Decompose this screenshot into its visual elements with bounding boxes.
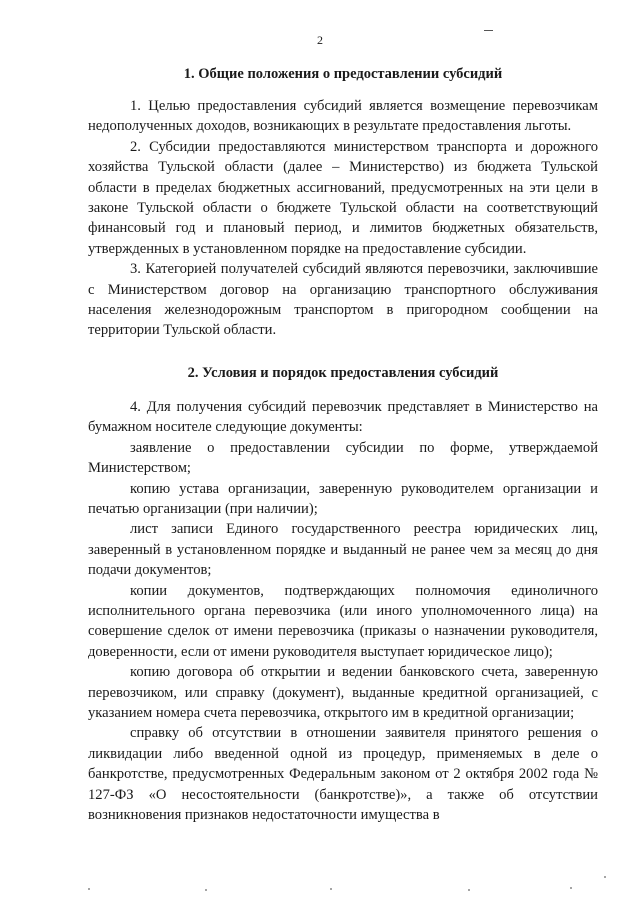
scan-speck (604, 876, 606, 878)
scan-speck (88, 888, 90, 890)
paragraph: копию договора об открытии и ведении банковского счета, заверенную перевозчиком, или справку (документ), выданные кредитной организацией, с указанием номера счета перевозчика, открытого им в кредитной организации; (88, 664, 598, 721)
scan-speck (205, 889, 207, 891)
scan-speck (330, 888, 332, 890)
paragraph: заявление о предоставлении субсидии по форме, утверждаемой Министерством; (88, 439, 598, 477)
paragraph: копии документов, подтверждающих полномочия единоличного исполнительного органа перевозчика (или иного уполномоченного лица) на совершение сделок от имени перевозчика (приказы о назначении руководителя, доверенности, если от имени руководителя выступает юридическое лицо); (88, 582, 598, 660)
paragraph: копию устава организации, заверенную руководителем организации и печатью организации (при наличии); (88, 480, 598, 517)
document-body (88, 64, 598, 825)
scan-speck (570, 887, 572, 889)
paragraph: 1. Целью предоставления субсидий является возмещение перевозчикам недополученных доходов, возникающих в результате предоставления льготы. (88, 98, 598, 135)
scan-dash-mark (484, 30, 493, 31)
section-2-title: 2. Условия и порядок предоставления субсидий (187, 364, 499, 381)
scan-speck (468, 889, 470, 891)
paragraph: 2. Субсидии предоставляются министерством транспорта и дорожного хозяйства Тульской области (далее – Министерство) из бюджета Тульской области в пределах бюджетных ассигнований, предусмотренных на эти цели в законе Тульской области о бюджете Тульской области на соответствующий финансовый год и плановый период, и лимитов бюджетных обязательств, утвержденных в установленном порядке на предоставление субсидии. (88, 138, 598, 257)
paragraph: справку об отсутствии в отношении заявителя принятого решения о ликвидации либо введенной одной из процедур, применяемых в деле о банкротстве, предусмотренных Федеральным законом от 2 октября 2002 года № 127-ФЗ «О несостоятельности (банкротстве)», а также об отсутствии возникновения признаков недостаточности имущества в (88, 725, 598, 823)
paragraph: лист записи Единого государственного реестра юридических лиц, заверенный в установленном порядке и выданный не ранее чем за месяц до дня подачи документов; (88, 521, 598, 579)
section-1-title: 1. Общие положения о предоставлении субсидий (183, 66, 503, 82)
paragraph: 3. Категорией получателей субсидий являются перевозчики, заключившие с Министерством договор на организацию транспортного обслуживания населения железнодорожным транспортом в пригородном сообщении на территории Тульской области. (88, 261, 598, 339)
paragraph: 4. Для получения субсидий перевозчик представляет в Министерство на бумажном носителе следующие документы: (88, 398, 598, 436)
page-number: 2 (317, 33, 323, 47)
